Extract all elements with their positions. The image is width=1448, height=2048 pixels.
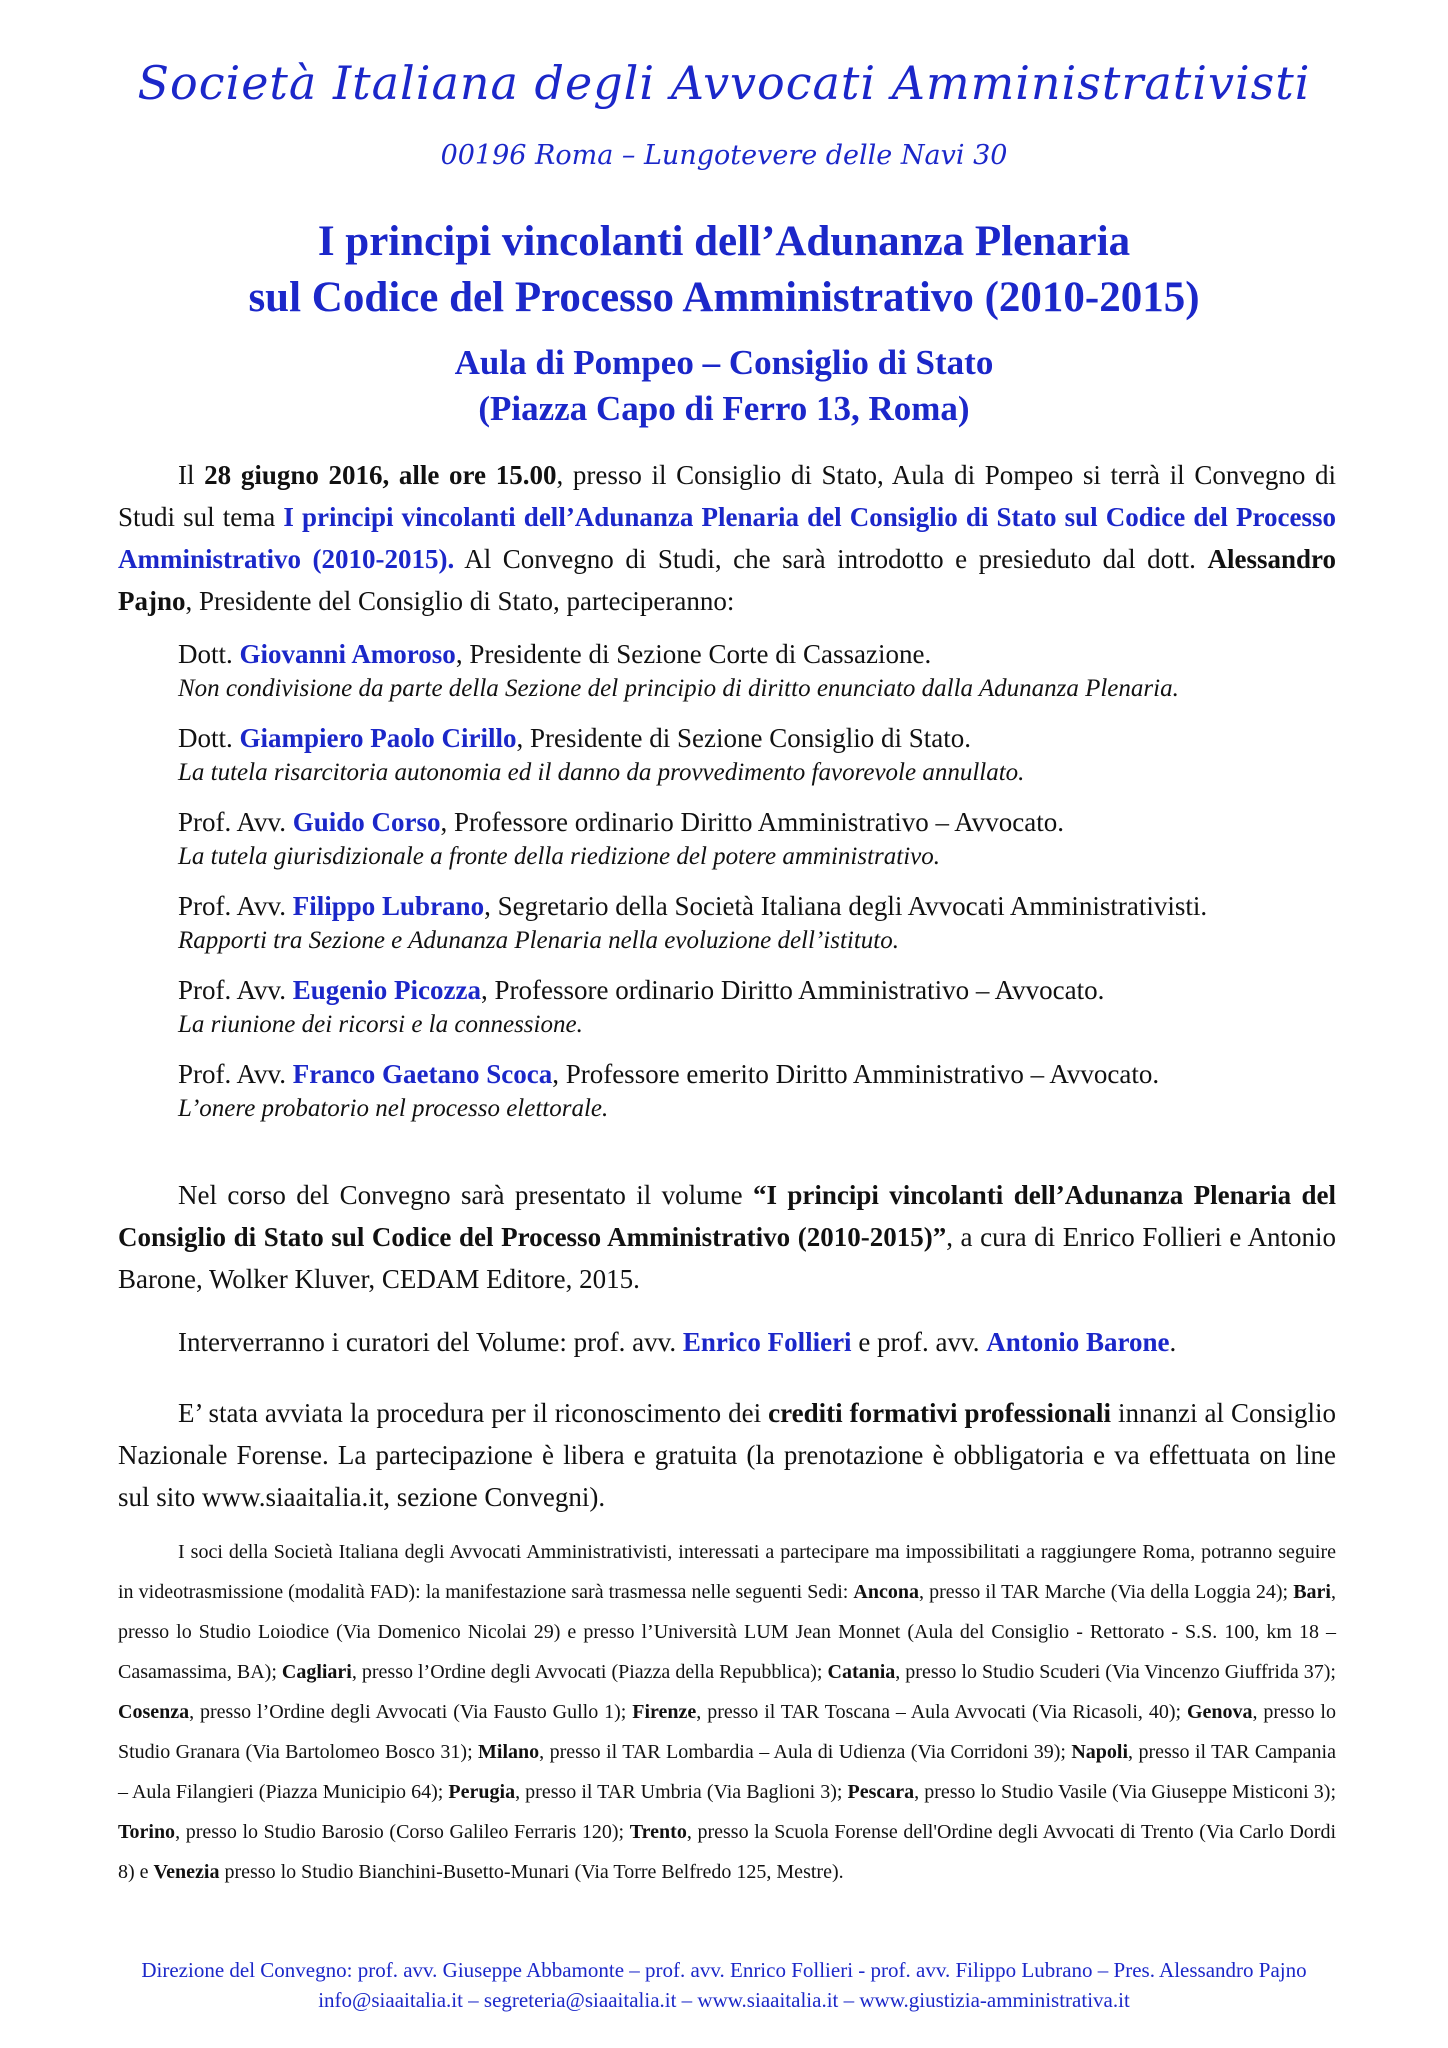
site-details: , presso l’Ordine degli Avvocati (Via Fausto Gullo 1); xyxy=(189,1701,633,1723)
speaker-topic: La tutela risarcitoria autonomia ed il danno da provvedimento favorevole annullato. xyxy=(178,759,1025,786)
site-details: , presso lo Studio Barosio (Corso Galileo Ferraris 120); xyxy=(175,1821,630,1843)
site-city: Cagliari xyxy=(281,1661,352,1683)
speaker-item xyxy=(178,972,1338,1042)
intro-text-2: , presso il Consiglio di Stato, Aula di Pompeo si terrà il Convegno di Studi sul tema xyxy=(118,460,1336,532)
credits-highlight: crediti formativi professionali xyxy=(768,1398,1112,1428)
intro-text-4: , Presidente del Consiglio di Stato, parteciperanno: xyxy=(185,586,735,616)
speaker-prefix: Dott. xyxy=(178,723,240,753)
volume-paragraph xyxy=(118,1174,1336,1300)
intro-text-3: Al Convegno di Studi, che sarà introdotto e presieduto dal dott. xyxy=(454,544,1208,574)
credits-text-1: E’ stata avviata la procedura per il riconoscimento dei xyxy=(178,1398,769,1428)
venue-line1: Aula di Pompeo – Consiglio di Stato xyxy=(454,343,994,382)
speaker-prefix: Prof. Avv. xyxy=(178,891,293,921)
event-title-line1: I principi vincolanti dell’Adunanza Plenaria xyxy=(317,218,1131,265)
site-city: Milano xyxy=(478,1741,540,1763)
site-city: Torino xyxy=(118,1821,176,1843)
speaker-name: Filippo Lubrano xyxy=(292,891,485,921)
curator-name: Enrico Follieri xyxy=(682,1327,852,1357)
site-city: Cosenza xyxy=(118,1701,190,1723)
speaker-role: , Professore emerito Diritto Amministrativo – Avvocato. xyxy=(552,1059,1160,1089)
speaker-role: , Presidente di Sezione Corte di Cassazione. xyxy=(455,639,932,669)
site-details: , presso lo Studio Scuderi (Via Vincenzo Giuffrida 37); xyxy=(895,1661,1336,1683)
site-details: , presso il TAR Lombardia – Aula di Udienza (Via Corridoni 39); xyxy=(539,1741,1072,1763)
curator-name: Antonio Barone xyxy=(986,1327,1170,1357)
site-city: Napoli xyxy=(1071,1741,1129,1763)
site-details: , presso lo Studio Loiodice (Via Domenico Nicolai 29) e presso l’Università LUM Jean Monnet (Aula del Consiglio - Rettorato - S.S. 100, km 18 – Casamassima, BA); xyxy=(118,1581,1336,1683)
speaker-role: , Segretario della Società Italiana degli Avvocati Amministrativisti. xyxy=(484,891,1208,921)
venue-line2: (Piazza Capo di Ferro 13, Roma) xyxy=(478,389,970,428)
speaker-list xyxy=(178,636,1338,1140)
organization-name: Società Italiana degli Avvocati Amministrativisti xyxy=(137,56,1311,110)
event-title-line2: sul Codice del Processo Amministrativo (2010-2015) xyxy=(248,274,1200,321)
speaker-item xyxy=(178,888,1338,958)
speaker-name: Guido Corso xyxy=(292,807,441,837)
footer-direction: Direzione del Convegno: prof. avv. Giuseppe Abbamonte – prof. avv. Enrico Follieri - prof. avv. Filippo Lubrano – Pres. Alessandro Pajno xyxy=(141,1958,1307,1982)
curators-text-1: Interverranno i curatori del Volume: prof. avv. xyxy=(178,1327,683,1357)
intro-text-1: Il xyxy=(178,460,205,490)
curators-text-2: e prof. avv. xyxy=(851,1327,987,1357)
site-details: , presso il TAR Toscana – Aula Avvocati (Via Ricasoli, 40); xyxy=(696,1701,1187,1723)
remote-sites-list xyxy=(118,1581,1336,1883)
site-details: , presso lo Studio Granara (Via Bartolomeo Bosco 31); xyxy=(118,1701,1336,1763)
site-city: Genova xyxy=(1186,1701,1253,1723)
speaker-name: Eugenio Picozza xyxy=(292,975,481,1005)
speaker-topic: La tutela giurisdizionale a fronte della riedizione del potere amministrativo. xyxy=(178,843,940,870)
speaker-topic: Rapporti tra Sezione e Adunanza Plenaria nella evoluzione dell’istituto. xyxy=(178,927,899,954)
speaker-topic: Non condivisione da parte della Sezione del principio di diritto enunciato dalla Adunanza Plenaria. xyxy=(178,675,1179,702)
site-city: Pescara xyxy=(847,1781,915,1803)
site-city: Venezia xyxy=(153,1861,220,1883)
site-details: , presso la Scuola Forense dell'Ordine degli Avvocati di Trento (Via Carlo Dordi 8) e xyxy=(118,1821,1337,1883)
speaker-item xyxy=(178,804,1338,874)
speaker-prefix: Prof. Avv. xyxy=(178,975,293,1005)
site-details: , presso il TAR Umbria (Via Baglioni 3); xyxy=(515,1781,848,1803)
footer-contacts: info@siaaitalia.it – segreteria@siaaitalia.it – www.siaaitalia.it – www.giustizia-amministrativa.it xyxy=(318,1988,1130,2012)
volume-title: “I principi vincolanti dell’Adunanza Plenaria del Consiglio di Stato sul Codice del Processo Amministrativo (2010-2015)” xyxy=(118,1180,1336,1252)
speaker-name: Giovanni Amoroso xyxy=(239,639,456,669)
speaker-item xyxy=(178,720,1338,790)
speaker-name: Franco Gaetano Scoca xyxy=(292,1059,553,1089)
site-city: Perugia xyxy=(448,1781,516,1803)
speaker-topic: L’onere probatorio nel processo elettorale. xyxy=(178,1095,609,1122)
site-city: Firenze xyxy=(632,1701,697,1723)
site-details: , presso lo Studio Vasile (Via Giuseppe Misticoni 3); xyxy=(914,1781,1336,1803)
footer xyxy=(0,1955,1448,2015)
organization-address: 00196 Roma – Lungotevere delle Navi 30 xyxy=(440,140,1008,171)
credits-text-2: innanzi al Consiglio Nazionale Forense. La partecipazione è libera e gratuita (la prenotazione è obbligatoria e va effettuata on line sul sito www.siaaitalia.it, sezione Convegni). xyxy=(118,1398,1336,1512)
speaker-topic: La riunione dei ricorsi e la connessione. xyxy=(178,1011,583,1038)
event-topic: I principi vincolanti dell’Adunanza Plenaria del Consiglio di Stato sul Codice del Processo Amministrativo (2010-2015). xyxy=(118,502,1337,574)
speaker-role: , Presidente di Sezione Consiglio di Stato. xyxy=(516,723,971,753)
speaker-prefix: Prof. Avv. xyxy=(178,1059,293,1089)
speaker-name: Giampiero Paolo Cirillo xyxy=(239,723,517,753)
remote-sites-paragraph xyxy=(118,1532,1336,1892)
speaker-role: , Professore ordinario Diritto Amministrativo – Avvocato. xyxy=(480,975,1105,1005)
curators-text-3: . xyxy=(1169,1327,1177,1357)
site-details: presso lo Studio Bianchini-Busetto-Munari (Via Torre Belfredo 125, Mestre). xyxy=(219,1861,844,1883)
chair-name: Alessandro Pajno xyxy=(118,544,1336,616)
site-city: Trento xyxy=(629,1821,687,1843)
volume-text-2: , a cura di Enrico Follieri e Antonio Barone, Wolker Kluver, CEDAM Editore, 2015. xyxy=(118,1222,1337,1294)
credits-paragraph xyxy=(118,1392,1336,1518)
intro-paragraph xyxy=(118,454,1336,622)
site-details: , presso il TAR Campania – Aula Filangieri (Piazza Municipio 64); xyxy=(118,1741,1336,1803)
event-date: 28 giugno 2016, alle ore 15.00 xyxy=(204,460,557,490)
speaker-prefix: Dott. xyxy=(178,639,240,669)
site-details: , presso il TAR Marche (Via della Loggia 24); xyxy=(919,1581,1294,1603)
site-city: Bari xyxy=(1293,1581,1331,1603)
site-city: Ancona xyxy=(853,1581,919,1603)
remote-intro: I soci della Società Italiana degli Avvocati Amministrativisti, interessati a partecipare ma impossibilitati a raggiungere Roma, potranno seguire in videotrasmissione (modalità FAD): la manifestazione sarà trasmessa nelle seguenti Sedi: xyxy=(118,1541,1336,1603)
speaker-item xyxy=(178,636,1338,706)
volume-text-1: Nel corso del Convegno sarà presentato il volume xyxy=(178,1180,753,1210)
site-details: , presso l’Ordine degli Avvocati (Piazza della Repubblica); xyxy=(351,1661,828,1683)
speaker-prefix: Prof. Avv. xyxy=(178,807,293,837)
speaker-item xyxy=(178,1056,1338,1126)
speaker-role: , Professore ordinario Diritto Amministrativo – Avvocato. xyxy=(440,807,1064,837)
event-venue xyxy=(0,340,1448,432)
curators-paragraph xyxy=(118,1321,1336,1363)
site-city: Catania xyxy=(827,1661,896,1683)
event-title xyxy=(0,214,1448,326)
